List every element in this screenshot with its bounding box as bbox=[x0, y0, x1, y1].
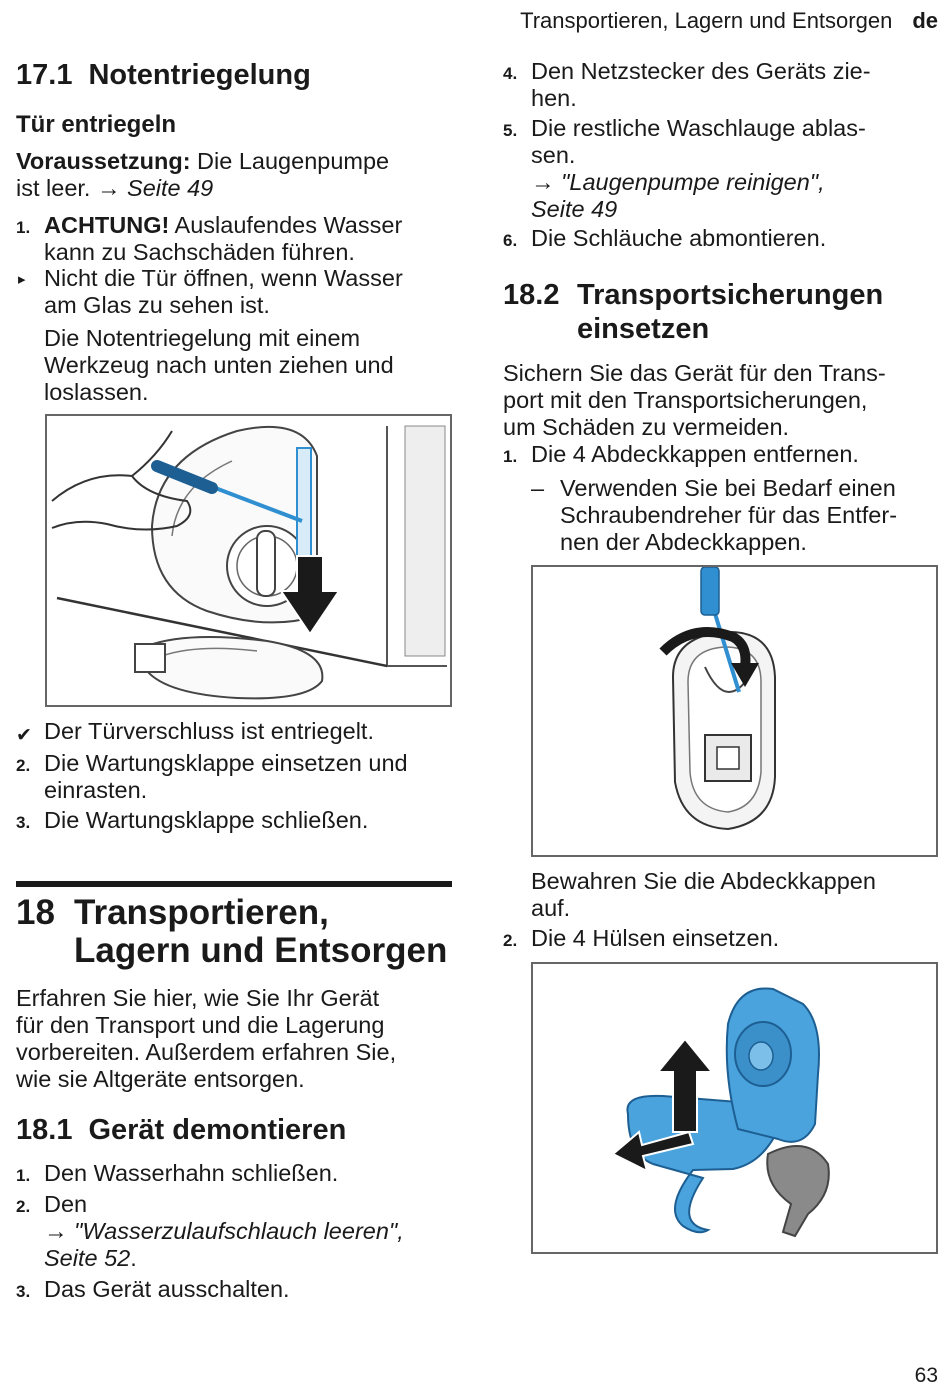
page-link[interactable]: "Laugenpumpe reinigen", bbox=[561, 169, 825, 195]
bullet-line-2: am Glas zu sehen ist. bbox=[44, 292, 270, 318]
step-4-line-1: Den Netzstecker des Geräts zie- bbox=[531, 58, 871, 84]
intro-line-1: Sichern Sie das Gerät für den Trans- bbox=[503, 360, 886, 386]
demount-step-4 bbox=[531, 58, 871, 112]
section-number: 18.2 bbox=[503, 279, 560, 311]
cover-cap-drawing bbox=[533, 567, 936, 855]
intro-line-4: wie sie Altgeräte entsorgen. bbox=[16, 1066, 305, 1092]
section-18-1-heading bbox=[16, 1113, 346, 1147]
prereq-label: Voraussetzung: bbox=[16, 148, 191, 174]
intro-line-1: Erfahren Sie hier, wie Sie Ihr Gerät bbox=[16, 985, 380, 1011]
header-title: Transportieren, Lagern und Entsorgen bbox=[520, 8, 893, 33]
section-title-line-2: einsetzen bbox=[577, 313, 710, 345]
step-5-line-1: Die restliche Waschlauge ablas- bbox=[531, 115, 866, 141]
after-line-2: auf. bbox=[531, 895, 571, 921]
dash-item bbox=[560, 475, 897, 556]
prereq-text-2: ist leer. bbox=[16, 175, 97, 201]
step-number: 1. bbox=[16, 1166, 31, 1185]
para-line-2: Werkzeug nach unten ziehen und bbox=[44, 352, 394, 378]
language-code: de bbox=[912, 8, 938, 33]
dash-line-3: nen der Abdeckkappen. bbox=[560, 529, 807, 555]
after-paragraph bbox=[531, 868, 876, 922]
step-3-text: Die Wartungsklappe schließen. bbox=[44, 807, 369, 833]
chapter-number: 18 bbox=[16, 893, 55, 932]
demount-step-1: Den Wasserhahn schließen. bbox=[44, 1160, 339, 1186]
chapter-rule bbox=[16, 881, 452, 887]
step-number: 2. bbox=[503, 931, 518, 950]
chapter-intro bbox=[16, 985, 396, 1093]
step-number: 2. bbox=[16, 1197, 31, 1216]
warning-label: ACHTUNG! bbox=[44, 212, 170, 238]
sleeve-illustration bbox=[531, 962, 938, 1254]
period: . bbox=[130, 1245, 137, 1271]
step-number: 1. bbox=[16, 218, 31, 237]
step-number: 1. bbox=[503, 447, 518, 466]
running-header bbox=[520, 8, 938, 34]
section-number: 18.1 bbox=[16, 1114, 73, 1146]
section-18-2-intro bbox=[503, 360, 886, 441]
step-number: 2. bbox=[16, 756, 31, 775]
step-number: 3. bbox=[16, 1282, 31, 1301]
step-number: 4. bbox=[503, 64, 518, 83]
prerequisite-paragraph bbox=[16, 148, 389, 202]
result-check-icon: ✔ bbox=[16, 725, 32, 746]
step-5-line-2: sen. bbox=[531, 142, 576, 168]
page-number: 63 bbox=[914, 1364, 938, 1387]
section-title-line-1: Transportsicherungen bbox=[577, 279, 884, 311]
demount-step-5 bbox=[531, 115, 866, 223]
prereq-text-1: Die Laugenpumpe bbox=[190, 148, 390, 174]
step-number: 3. bbox=[16, 813, 31, 832]
bullet-marker: ▸ bbox=[18, 271, 26, 288]
subsection-heading: Tür entriegeln bbox=[16, 111, 177, 138]
intro-line-3: um Schäden zu vermeiden. bbox=[503, 414, 790, 440]
para-line-1: Die Notentriegelung mit einem bbox=[44, 325, 361, 351]
bullet-text bbox=[44, 265, 403, 319]
step-2-text: Den bbox=[44, 1191, 88, 1217]
para-line-3: loslassen. bbox=[44, 379, 149, 405]
chapter-title-line-2: Lagern und Entsorgen bbox=[74, 931, 448, 970]
dash-line-2: Schraubendreher für das Entfer- bbox=[560, 502, 898, 528]
bullet-line-1: Nicht die Tür öffnen, wenn Wasser bbox=[44, 265, 403, 291]
chapter-title-line-1: Transportieren, bbox=[74, 893, 329, 932]
step-number: 6. bbox=[503, 231, 518, 250]
intro-line-2: port mit den Transportsicherungen, bbox=[503, 387, 868, 413]
link-arrow: → bbox=[96, 175, 121, 201]
step-number: 5. bbox=[503, 121, 518, 140]
page-link[interactable]: Seite 52 bbox=[44, 1245, 131, 1271]
instruction-paragraph bbox=[44, 325, 394, 406]
step-2-text bbox=[44, 750, 408, 804]
page-link[interactable]: Seite 49 bbox=[531, 196, 618, 222]
result-text: Der Türverschluss ist entriegelt. bbox=[44, 718, 374, 744]
step-2-line-2: einrasten. bbox=[44, 777, 148, 803]
section-title: Gerät demontieren bbox=[88, 1114, 347, 1146]
after-line-1: Bewahren Sie die Abdeckkappen bbox=[531, 868, 876, 894]
door-release-drawing bbox=[47, 416, 450, 705]
cover-cap-illustration bbox=[531, 565, 938, 857]
section-title: Notentriegelung bbox=[88, 59, 311, 91]
page-link[interactable]: "Wasserzulaufschlauch leeren", bbox=[74, 1218, 404, 1244]
intro-line-3: vorbereiten. Außerdem erfahren Sie, bbox=[16, 1039, 397, 1065]
dash-line-1: Verwenden Sie bei Bedarf einen bbox=[560, 475, 896, 501]
step-1-line-1: Auslaufendes Wasser bbox=[169, 212, 403, 238]
transport-step-1: Die 4 Abdeckkappen entfernen. bbox=[531, 441, 859, 467]
intro-line-2: für den Transport und die Lagerung bbox=[16, 1012, 385, 1038]
link-arrow: → bbox=[531, 169, 555, 195]
link-arrow: → bbox=[44, 1218, 68, 1244]
section-17-1-heading bbox=[16, 58, 311, 92]
chapter-18-heading bbox=[16, 893, 448, 970]
demount-step-2 bbox=[44, 1191, 404, 1272]
dash-marker: – bbox=[531, 475, 545, 501]
section-number: 17.1 bbox=[16, 59, 73, 91]
demount-step-6: Die Schläuche abmontieren. bbox=[531, 225, 827, 251]
step-4-line-2: hen. bbox=[531, 85, 577, 111]
emergency-release-illustration bbox=[45, 414, 452, 707]
transport-step-2: Die 4 Hülsen einsetzen. bbox=[531, 925, 780, 951]
step-2-line-1: Die Wartungsklappe einsetzen und bbox=[44, 750, 408, 776]
step-1-line-2: kann zu Sachschäden führen. bbox=[44, 239, 355, 265]
step-1-text bbox=[44, 212, 402, 266]
demount-step-3: Das Gerät ausschalten. bbox=[44, 1276, 290, 1302]
section-18-2-heading bbox=[503, 278, 884, 345]
page-link[interactable]: Seite 49 bbox=[127, 175, 214, 201]
sleeve-drawing bbox=[533, 964, 936, 1252]
